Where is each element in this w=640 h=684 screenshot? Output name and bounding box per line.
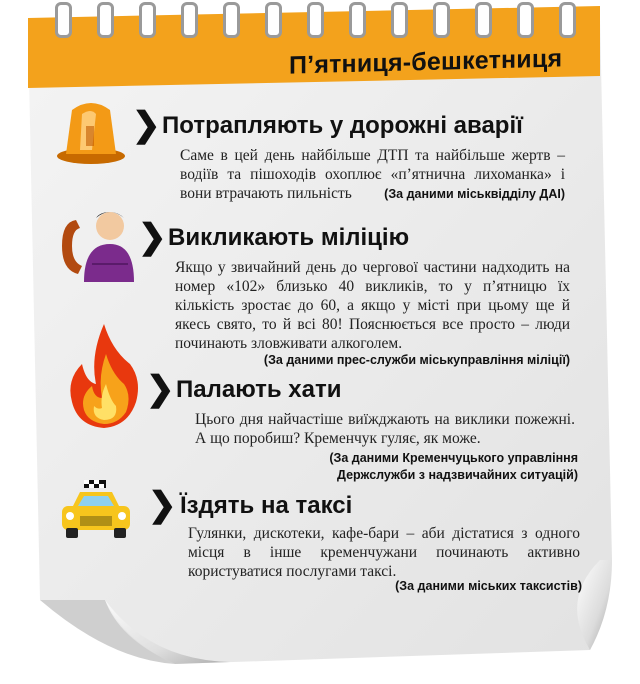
person-phone-icon [48, 204, 134, 289]
taxi-icon [58, 478, 134, 547]
section-heading: Палають хати [176, 376, 342, 403]
section-heading: Потрапляють у дорожні аварії [162, 112, 523, 139]
spiral-rings [55, 0, 575, 36]
chevron-right-icon: ❯ [132, 106, 161, 144]
section-heading: Їздять на таксі [180, 492, 353, 519]
fire-icon [66, 320, 142, 435]
section-body: Цього дня найчастіше виїжджають на виклики пожежні. А що поробиш? Кременчук гуляє, як може. [195, 411, 575, 447]
chevron-right-icon: ❯ [138, 218, 167, 256]
siren-light-icon [52, 92, 130, 171]
section-source: (За даними прес-служби міськуправління міліції) [263, 353, 570, 367]
section-body: Гулянки, дискотеки, кафе-бари – аби дістатися з одного місця в інше кременчужани починають активно користуватися послугами таксі. [188, 525, 580, 580]
chevron-right-icon: ❯ [146, 370, 175, 408]
section-source: (За даними Кременчуцького управління Держслужби з надзвичайних ситуацій) [329, 451, 578, 482]
page-title: П’ятниця-бешкетниця [288, 44, 562, 80]
section-body: Якщо у звичайний день до чергової частини надходить на номер «102» близько 40 викликів, то у п’ятницю їх кількість зростає до 60, а якщо у місті при цьому ще й якесь свято, то й всі 80! Пояснюється все просто – люди починають зловживати алкоголем. [175, 259, 570, 352]
section-source: (За даними міських таксистів) [395, 579, 582, 593]
section-source: (За даними міськвідділу ДАІ) [384, 187, 565, 201]
chevron-right-icon: ❯ [148, 486, 177, 524]
section-heading: Викликають міліцію [168, 224, 410, 251]
section-body: Саме в цей день найбільше ДТП та найбільше жертв – водіїв та пішоходів охоплює «п’ятнична лихоманка» і вони втрачають пильність [180, 147, 565, 202]
